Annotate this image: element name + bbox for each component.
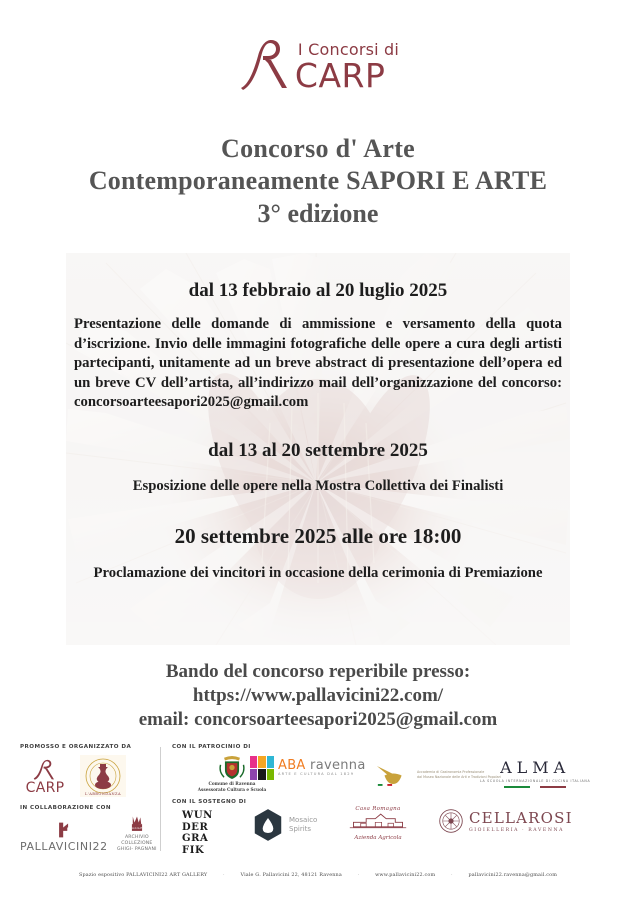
cellarosi-rosette-icon [438, 808, 464, 834]
venue-website[interactable]: www.pallavicini22.com [375, 872, 436, 878]
title-line-1: Concorso d' Arte [221, 134, 415, 163]
label-promosso: PROMOSSO E ORGANIZZATO DA [20, 744, 132, 750]
cellarosi-tagline: GIOIELLERIA · RAVENNA [469, 827, 565, 833]
hexagon-droplet-icon [253, 808, 283, 842]
mosaico-line-1: Mosaico [289, 816, 318, 824]
label-collaborazione: IN COLLABORAZIONE CON [20, 805, 112, 811]
carp-monogram-small-icon [32, 757, 58, 781]
sponsor-column-organizers [20, 744, 158, 853]
mortar-pestle-icon [375, 762, 413, 787]
cellarosi-wordmark: CELLAROSI [469, 808, 573, 827]
venue-name: Spazio espositivo PALLAVICINI22 ART GALLERY [78, 872, 208, 878]
wunder-line-2: DER [182, 821, 209, 833]
pallavicini-mark-icon [55, 821, 73, 839]
title-line-2: Contemporaneamente SAPORI E ARTE [88, 166, 548, 195]
wunder-line-4: FIK [182, 844, 205, 856]
casa-subtitle: Azienda Agricola [354, 835, 402, 841]
sponsor-logo-alma[interactable] [480, 758, 590, 788]
comune-crest-icon [217, 754, 247, 781]
label-sostegno: CON IL SOSTEGNO DI [172, 799, 247, 806]
sponsor-logo-carp[interactable] [20, 757, 70, 796]
wunder-line-3: GRA [182, 833, 209, 845]
bottombar-separator-1: · [223, 872, 225, 878]
sponsor-logo-cellarosi[interactable] [438, 808, 573, 834]
sponsor-logo-pallavicini22[interactable] [20, 821, 108, 853]
ceremony-heading: 20 settembre 2025 alle ore 18:00 [174, 523, 462, 548]
carp-logo-word: CARP [25, 779, 65, 796]
pallavicini-wordmark: PALLAVICINI22 [20, 840, 108, 853]
accademia-line-2: dal Museo Nazionale delle Arti e Tradizioni Popolari [417, 774, 501, 779]
aba-grid-icon [250, 756, 274, 780]
accademia-line-1: Accademia di Gastronomia Professionale [417, 770, 485, 775]
ghigi-line-1: ARCHIVIO COLLEZIONE [121, 835, 153, 846]
deadline-heading-2: dal 13 al 20 settembre 2025 [208, 439, 428, 461]
submission-paragraph: Presentazione delle domande di ammissione e versamento della quota d’iscrizione. Invio delle immagini fotografiche delle opere a cura degli artisti partecipanti, unitamente ad un breve abstract di presentazione dell’opera ed un breve CV dell’artista, all’indirizzo mail dell’organizzazione del concorso: concorsoarteesapori2025@gmail.com [74, 316, 562, 410]
sponsor-logo-casa-romagna[interactable] [348, 806, 408, 841]
comune-department: Assessorato Cultura e Scuola [197, 786, 267, 792]
abbondanza-vase-icon [80, 755, 126, 797]
deadline-heading-1: dal 13 febbraio al 20 luglio 2025 [188, 280, 448, 301]
alma-wordmark: ALMA [500, 758, 571, 777]
logo-wordmark: CARP [294, 56, 386, 95]
logo-tagline: I Concorsi di [297, 40, 400, 59]
aba-city: ravenna [310, 758, 366, 774]
venue-bottom-bar [0, 872, 636, 878]
svg-text:A.C.G.P: A.C.G.P [131, 826, 142, 831]
bando-email-link[interactable]: email: concorsoarteesapori2025@gmail.com [138, 709, 498, 730]
alma-accent-bars [480, 786, 590, 788]
page-title [0, 134, 636, 230]
casa-name: Casa Romagna [355, 806, 401, 812]
venue-address: Viale G. Pallavicini 22, 48121 Ravenna [240, 872, 342, 878]
sponsor-logo-ghigi-pagnani[interactable] [116, 815, 158, 853]
comune-name: Comune di Ravenna [208, 781, 256, 786]
announcement-body [0, 253, 636, 645]
sponsor-logo-aba-ravenna[interactable] [250, 756, 366, 780]
aba-tagline: ARTE E CULTURA DAL 1829 [278, 772, 355, 777]
exhibition-caption: Esposizione delle opere nella Mostra Collettiva dei Finalisti [132, 477, 504, 494]
ceremony-caption: Proclamazione dei vincitori in occasione della cerimonia di Premiazione [93, 564, 543, 581]
bottombar-separator-3: · [451, 872, 453, 878]
ghigi-line-2: GHIGI- PAGNANI [117, 847, 157, 852]
brand-logo [0, 34, 636, 95]
abbondanza-wordmark: L'ABBONDANZA [85, 792, 121, 796]
bottombar-separator-2: · [357, 872, 360, 878]
label-patrocinio: CON IL PATROCINIO DI [172, 744, 251, 750]
bando-contact-block [0, 660, 636, 732]
bando-label: Bando del concorso reperibile presso: [165, 661, 471, 682]
sponsor-logo-abbondanza[interactable] [80, 755, 126, 797]
footer-vertical-divider [160, 747, 161, 851]
sponsors-footer [0, 744, 636, 868]
venue-email[interactable]: pallavicini22.ravenna@gmail.com [468, 872, 558, 878]
ghigi-pagnani-mark-icon [126, 815, 148, 835]
title-line-3: 3° edizione [257, 199, 379, 228]
farmhouse-icon [348, 812, 408, 829]
alma-tagline: LA SCUOLA INTERNAZIONALE DI CUCINA ITALIANA [480, 779, 591, 783]
wunder-line-1: WUN [182, 810, 213, 822]
mosaico-line-2: Spirits [289, 825, 312, 833]
sponsor-logo-mosaico-spirits[interactable] [253, 808, 317, 842]
bando-website-link[interactable]: https://www.pallavicini22.com/ [192, 685, 444, 706]
aba-name: ABA [278, 758, 306, 774]
carp-monogram-icon [237, 34, 299, 92]
